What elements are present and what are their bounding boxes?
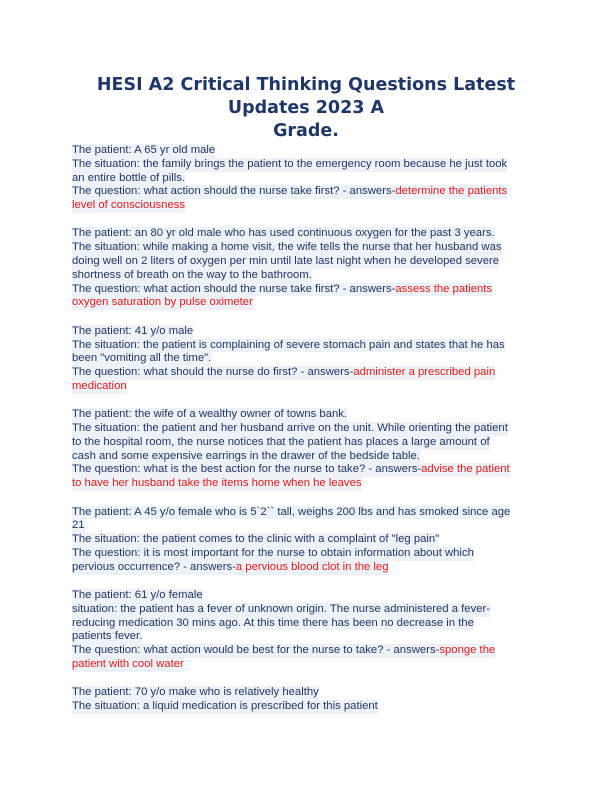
document-title [60,74,552,143]
line-highlight [72,408,347,422]
question-text: The situation: the family brings the patient to the emergency room because he just took [72,157,508,170]
line-highlight [72,185,507,199]
text-line [72,686,542,700]
line-highlight [72,325,193,339]
text-line [72,603,542,617]
line-highlight [72,519,85,533]
text-line [72,185,542,199]
line-highlight [72,617,474,631]
line-highlight [72,241,502,255]
question-text: The question: what action should the nurse take first? - answers- [72,185,396,198]
text-line [72,283,542,297]
question-text: The question: what should the nurse do first? - answers- [72,366,354,379]
question-text: The question: what action should the nurse take first? - answers- [72,282,396,295]
question-text: pervious occurrence? - answers- [72,560,236,573]
text-line [72,352,542,366]
line-highlight [72,296,253,310]
question-text: shortness of breath on the way to the bathroom. [72,268,312,281]
line-highlight [72,380,127,394]
question-text: The patient: A 45 y/o female who is 5`2`` tall, weighs 200 lbs and has smoked since age [72,505,511,518]
text-line [72,339,542,353]
text-line [72,658,542,672]
title-line: Grade. [273,121,339,141]
text-line [72,422,542,436]
qa-block [72,408,542,491]
text-line [72,561,542,575]
question-text: The patient: 41 y/o male [72,324,194,337]
question-text: The patient: an 80 yr old male who has used continuous oxygen for the past 3 years. [72,227,495,240]
question-text: The situation: while making a home visit, the wife tells the nurse that her husband was [72,241,502,254]
text-line [72,269,542,283]
answer-text: administer a prescribed pain [353,366,496,379]
text-line [72,158,542,172]
text-line [72,255,542,269]
text-line [72,366,542,380]
text-line [72,519,542,533]
line-highlight [72,422,508,436]
question-text: The patient: 70 y/o make who is relatively healthy [72,686,319,699]
qa-block [72,227,542,310]
text-line [72,547,542,561]
text-line [72,700,542,714]
question-text: to the hospital room, the nurse notices that the patient has places a large amount of [72,435,490,448]
text-line [72,380,542,394]
question-text: cash and some expensive earrings in the drawer of the bedside table. [72,449,420,462]
question-text: The patient: the wife of a wealthy owner of towns bank. [72,408,348,421]
line-highlight [72,172,185,186]
text-line [72,241,542,255]
line-highlight [72,339,505,353]
question-text: The situation: a liquid medication is prescribed for this patient [72,700,378,713]
title-line: HESI A2 Critical Thinking Questions Latest Updates 2023 A [96,75,516,118]
line-highlight [72,658,184,672]
qa-block [72,144,542,213]
line-highlight [72,269,312,283]
line-highlight [72,255,499,269]
text-line [72,589,542,603]
answer-text: patient with cool water [72,658,184,670]
text-line [72,630,542,644]
question-text: The question: it is most important for the nurse to obtain information about which [72,546,474,559]
question-text: patients fever. [72,630,143,643]
line-highlight [72,547,474,561]
text-line [72,144,542,158]
text-line [72,296,542,310]
text-line [72,477,542,491]
question-text: situation: the patient has a fever of unknown origin. The nurse administered a fever- [72,602,491,615]
text-line [72,463,542,477]
line-highlight [72,144,215,158]
line-highlight [72,227,495,241]
text-line [72,617,542,631]
text-line [72,644,542,658]
qa-block [72,325,542,394]
text-line [72,436,542,450]
line-highlight [72,463,510,477]
text-line [72,408,542,422]
answer-text: determine the patients [395,185,508,198]
text-line [72,325,542,339]
qa-block [72,686,542,714]
answer-text: medication [72,379,127,392]
line-highlight [72,589,203,603]
question-text: The situation: the patient is complaining of severe stomach pain and states that he has [72,338,505,351]
line-highlight [72,436,490,450]
line-highlight [72,199,185,213]
line-highlight [72,450,420,464]
line-highlight [72,603,490,617]
answer-text: assess the patients [395,282,493,295]
question-text: The situation: the patient and her husband arrive on the unit. While orienting the patient [72,422,508,435]
line-highlight [72,506,510,520]
question-text: The patient: 61 y/o female [72,589,203,602]
answer-text: a pervious blood clot in the leg [235,560,389,573]
question-text: The situation: the patient comes to the clinic with a complaint of "leg pain" [72,533,440,546]
text-line [72,533,542,547]
question-text: The question: what is the best action for the nurse to take? - answers- [72,463,422,476]
text-line [72,450,542,464]
question-text: The patient: A 65 yr old male [72,144,216,156]
qa-block [72,589,542,672]
answer-text: sponge the [439,644,496,657]
line-highlight [72,352,211,366]
qa-block [72,506,542,575]
question-text: reducing medication 30 mins ago. At this time there has been no decrease in the [72,616,474,629]
text-line [72,199,542,213]
answer-text: advise the patient [421,463,510,476]
text-line [72,506,542,520]
line-highlight [72,158,507,172]
question-text: The question: what action would be best for the nurse to take? - answers- [72,644,440,657]
question-text: 21 [72,519,85,532]
text-line [72,227,542,241]
answer-text: oxygen saturation by pulse oximeter [72,296,253,309]
line-highlight [72,561,388,575]
line-highlight [72,644,495,658]
qa-content [72,144,542,728]
line-highlight [72,283,492,297]
line-highlight [72,366,495,380]
line-highlight [72,686,319,700]
text-line [72,172,542,186]
line-highlight [72,630,142,644]
line-highlight [72,533,439,547]
line-highlight [72,477,362,491]
question-text: been "vomiting all the time". [72,352,212,365]
question-text: doing well on 2 liters of oxygen per min until late last night when he developed severe [72,255,500,268]
answer-text: to have her husband take the items home when he leaves [72,477,362,490]
answer-text: level of consciousness [72,199,186,212]
line-highlight [72,700,378,714]
question-text: an entire bottle of pills. [72,171,186,184]
